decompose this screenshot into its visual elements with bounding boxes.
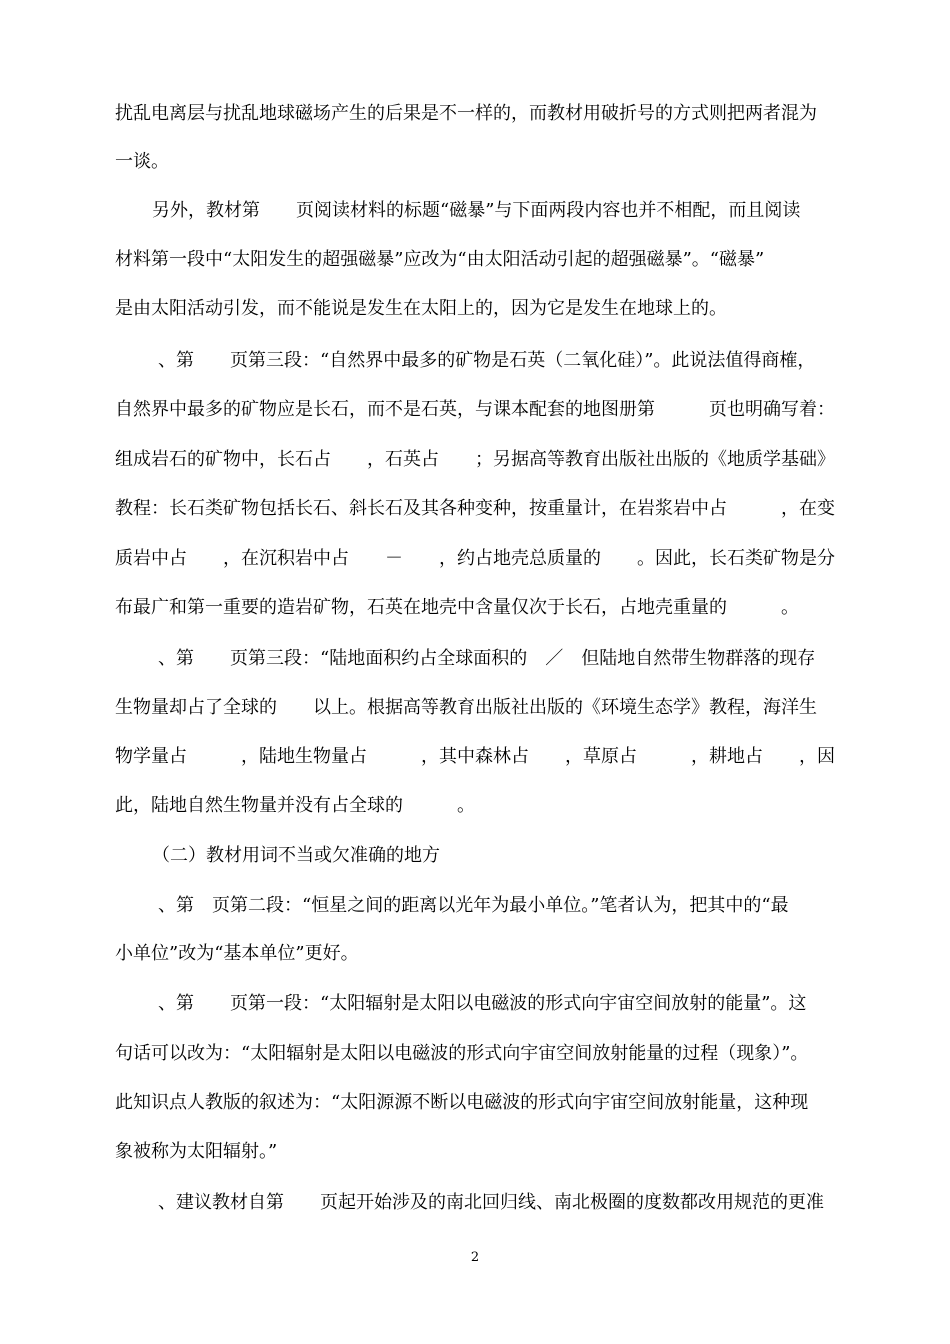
text-line: 生物量却占了全球的 以上。根据高等教育出版社出版的《环境生态学》教程，海洋生 (115, 697, 817, 718)
text-line: 此，陆地自然生物量并没有占全球的 。 (115, 795, 475, 816)
text-line: 、建议教材自第 页起开始涉及的南北回归线、南北极圈的度数都改用规范的更准 (158, 1192, 824, 1213)
text-line: 、第 页第二段：“恒星之间的距离以光年为最小单位。”笔者认为，把其中的“最 (158, 895, 789, 916)
text-line: 组成岩石的矿物中，长石占 ，石英占 ；另据高等教育出版社出版的《地质学基础》 (115, 449, 835, 470)
page-number: 2 (470, 1250, 480, 1265)
text-line: 物学量占 ，陆地生物量占 ，其中森林占 ，草原占 ，耕地占 ，因 (115, 746, 835, 767)
text-line: 一谈。 (115, 151, 169, 172)
text-line: 此知识点人教版的叙述为：“太阳源源不断以电磁波的形式向宇宙空间放射能量，这种现 (115, 1092, 809, 1113)
text-line: 质岩中占 ，在沉积岩中占 － ，约占地壳总质量的 。因此，长石类矿物是分 (115, 548, 835, 569)
text-line: 句话可以改为：“太阳辐射是太阳以电磁波的形式向宇宙空间放射能量的过程（现象）”。 (115, 1043, 809, 1064)
text-line: 教程：长石类矿物包括长石、斜长石及其各种变种，按重量计，在岩浆岩中占 ，在变 (115, 498, 835, 519)
section-heading: （二）教材用词不当或欠准确的地方 (152, 845, 440, 866)
text-line: 、第 页第三段：“自然界中最多的矿物是石英（二氧化硅）”。此说法值得商榷， (158, 350, 816, 371)
text-line: 是由太阳活动引发，而不能说是发生在太阳上的，因为它是发生在地球上的。 (115, 298, 727, 319)
text-line: 材料第一段中“太阳发生的超强磁暴”应改为“由太阳活动引起的超强磁暴”。“磁暴” (115, 249, 765, 270)
text-line: 象被称为太阳辐射。” (115, 1141, 278, 1162)
text-line: 、第 页第一段：“太阳辐射是太阳以电磁波的形式向宇宙空间放射的能量”。这 (158, 993, 807, 1014)
text-line: 布最广和第一重要的造岩矿物，石英在地壳中含量仅次于长石，占地壳重量的 。 (115, 597, 799, 618)
text-line: 、第 页第三段：“陆地面积约占全球面积的 ／ 但陆地自然带生物群落的现存 (158, 648, 816, 669)
text-line: 另外，教材第 页阅读材料的标题“磁暴”与下面两段内容也并不相配，而且阅读 (152, 200, 801, 221)
text-line: 小单位”改为“基本单位”更好。 (115, 943, 359, 964)
text-line: 自然界中最多的矿物应是长石，而不是石英，与课本配套的地图册第 页也明确写着： (115, 399, 835, 420)
text-line: 扰乱电离层与扰乱地球磁场产生的后果是不一样的，而教材用破折号的方式则把两者混为 (115, 103, 817, 124)
